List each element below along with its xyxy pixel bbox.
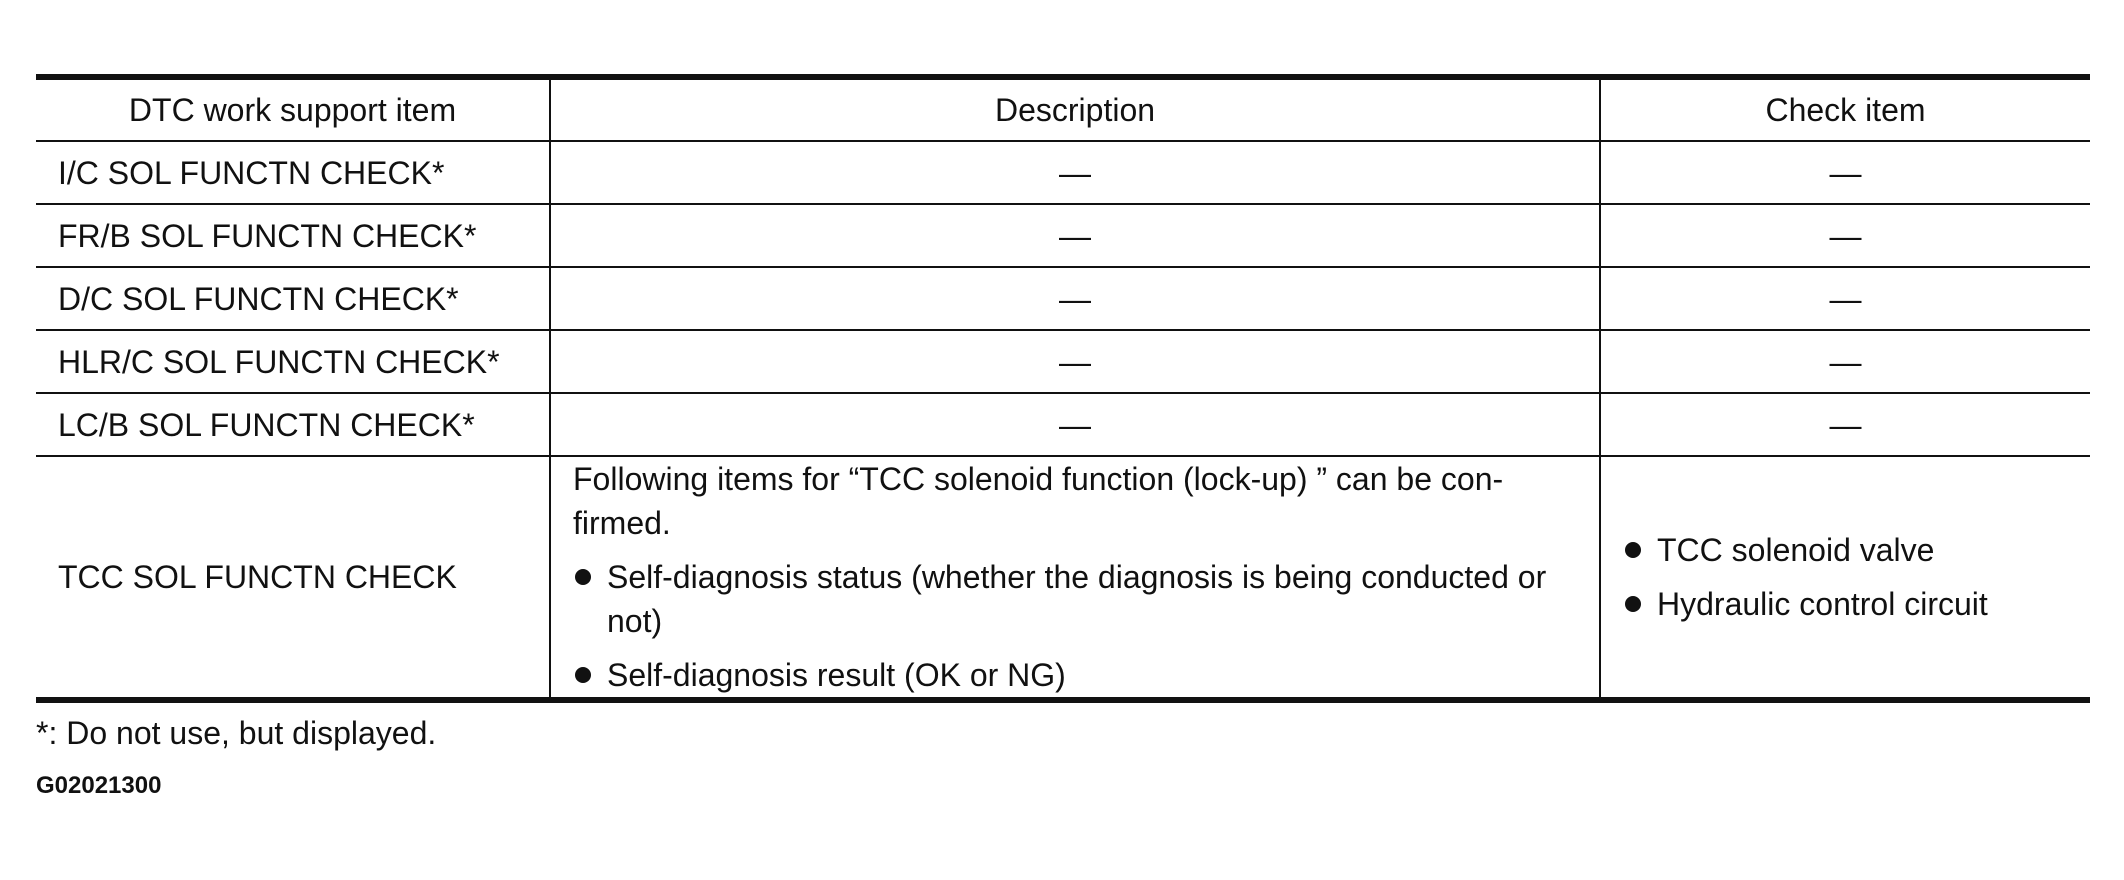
row-check-item: — <box>1600 141 2090 204</box>
row-description-detail <box>550 456 1600 700</box>
row-check-item: — <box>1600 204 2090 267</box>
footnote: *: Do not use, but displayed. <box>36 715 437 751</box>
dtc-work-support-table <box>36 74 2090 703</box>
description-bullet-list <box>573 555 1577 697</box>
row-item-name: I/C SOL FUNCTN CHECK* <box>36 141 550 204</box>
list-item-text: Hydraulic control circuit <box>1657 586 1988 622</box>
document-page <box>36 74 2090 801</box>
row-description: — <box>550 267 1600 330</box>
bullet-icon <box>1625 542 1641 558</box>
row-item-name: D/C SOL FUNCTN CHECK* <box>36 267 550 330</box>
row-check-item-detail <box>1600 456 2090 700</box>
list-item-text: TCC solenoid valve <box>1657 532 1935 568</box>
row-check-item: — <box>1600 267 2090 330</box>
header-check-item: Check item <box>1600 77 2090 141</box>
figure-id: G02021300 <box>36 772 162 799</box>
table-row <box>36 141 2090 204</box>
row-check-item: — <box>1600 330 2090 393</box>
table-row <box>36 393 2090 456</box>
row-check-item: — <box>1600 393 2090 456</box>
row-description: — <box>550 204 1600 267</box>
table-row <box>36 330 2090 393</box>
row-item-name: LC/B SOL FUNCTN CHECK* <box>36 393 550 456</box>
bullet-icon <box>575 667 591 683</box>
list-item <box>573 555 1577 643</box>
table-row-tcc <box>36 456 2090 700</box>
list-item-text: Self-diagnosis status (whether the diagnosis is being conducted or not) <box>607 559 1547 639</box>
list-item <box>573 653 1577 697</box>
check-bullet-list <box>1623 528 2068 626</box>
table-header-row <box>36 77 2090 141</box>
list-item <box>1623 528 2068 572</box>
description-paragraph: Following items for “TCC solenoid function (lock-up) ” can be con- firmed. <box>573 461 1504 541</box>
bullet-icon <box>575 569 591 585</box>
row-item-name: FR/B SOL FUNCTN CHECK* <box>36 204 550 267</box>
table-row <box>36 204 2090 267</box>
table-row <box>36 267 2090 330</box>
row-item-name: HLR/C SOL FUNCTN CHECK* <box>36 330 550 393</box>
row-description: — <box>550 330 1600 393</box>
list-item <box>1623 582 2068 626</box>
header-dtc-work-support-item: DTC work support item <box>36 77 550 141</box>
row-item-name: TCC SOL FUNCTN CHECK <box>58 559 457 595</box>
row-description: — <box>550 393 1600 456</box>
list-item-text: Self-diagnosis result (OK or NG) <box>607 657 1066 693</box>
bullet-icon <box>1625 596 1641 612</box>
header-description: Description <box>550 77 1600 141</box>
row-description: — <box>550 141 1600 204</box>
